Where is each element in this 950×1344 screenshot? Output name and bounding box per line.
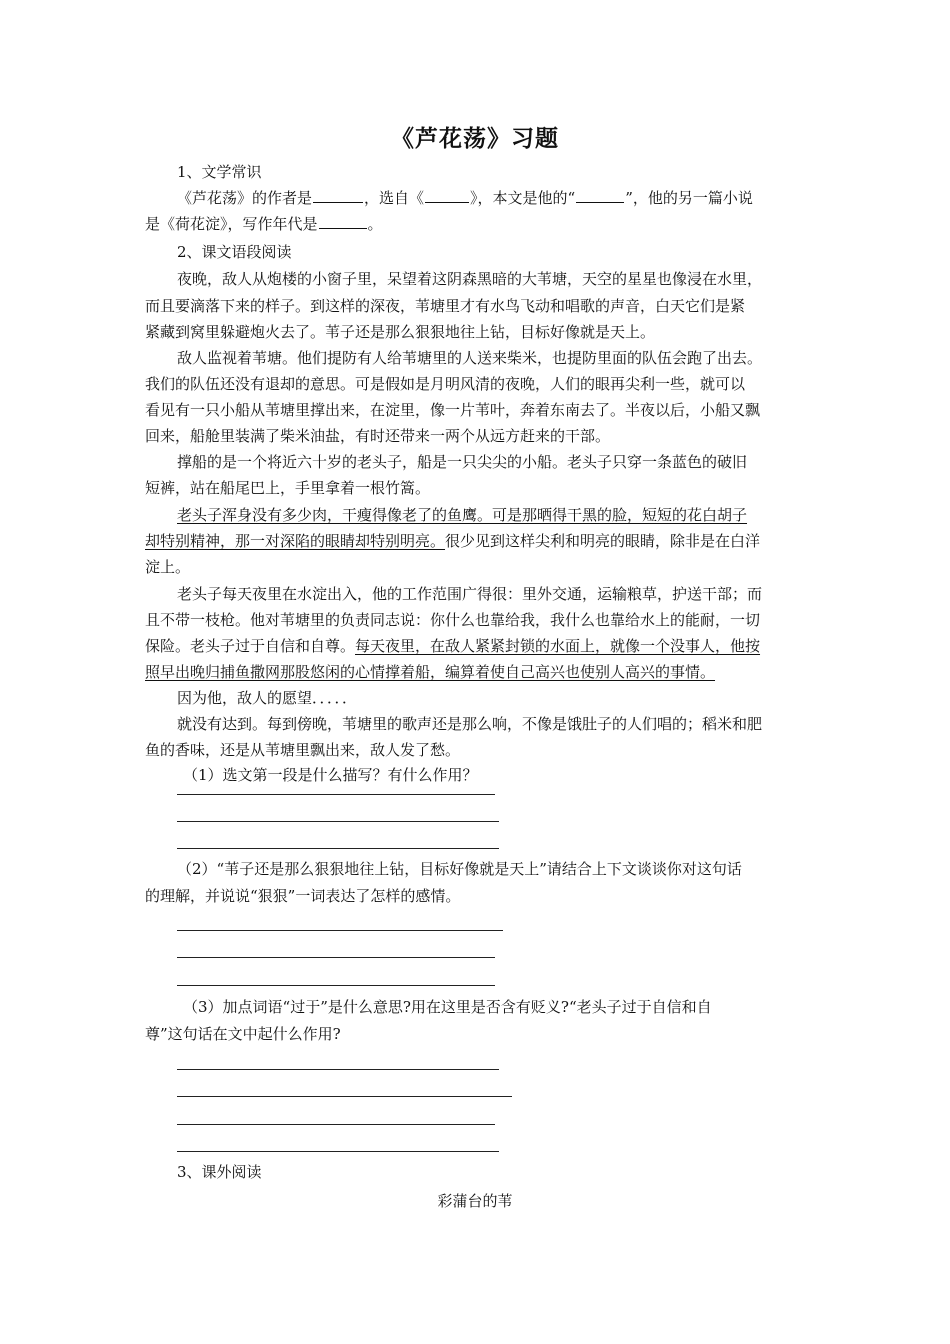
answer-line[interactable] [177, 930, 503, 931]
article-title: 彩蒲台的苇 [437, 1192, 513, 1210]
paragraph-line: 保险。老头子过于自信和自尊。每天夜里，在敌人紧紧封锁的水面上，就像一个没事人，他按 [145, 637, 761, 655]
answer-line[interactable] [177, 794, 495, 795]
underlined-sentence: 老头子浑身没有多少肉，干瘦得像老了的鱼鹰。可是那晒得干黑的脸，短短的花白胡子 [177, 506, 748, 524]
answer-blank[interactable] [313, 188, 363, 203]
section-1-line-1: 《芦花荡》的作者是 ，选自《 》，本文是他的“ ”，他的另一篇小说 [177, 189, 753, 207]
answer-line[interactable] [177, 1151, 499, 1152]
question-1: （1）选文第一段是什么描写？有什么作用？ [183, 766, 478, 784]
paragraph-line: 却特别精神，那一对深陷的眼睛却特别明亮。很少见到这样尖利和明亮的眼睛，除非是在白洋 [145, 532, 761, 550]
answer-line[interactable] [177, 985, 495, 986]
answer-line[interactable] [177, 1069, 499, 1070]
paragraph-line: 且不带一枝枪。他对苇塘里的负责同志说：你什么也靠给我，我什么也靠给水上的能耐，一切 [145, 611, 761, 629]
question-2-line-2: 的理解，并说说“狠狠”一词表达了怎样的感情。 [145, 887, 461, 905]
question-3-line-1: （3）加点词语“过于”是什么意思?用在这里是否含有贬义?“老头子过于自信和自 [183, 998, 712, 1016]
page-title: 《芦花荡》习题 [391, 125, 559, 152]
paragraph-line: 就没有达到。每到傍晚，苇塘里的歌声还是那么响，不像是饿肚子的人们唱的；稻米和肥 [177, 715, 763, 733]
answer-line[interactable] [177, 821, 499, 822]
paragraph-line: 紧藏到窝里躲避炮火去了。苇子还是那么狠狠地往上钻，目标好像就是天上。 [145, 323, 656, 341]
question-3-line-2: 尊”这句话在文中起什么作用? [145, 1025, 341, 1043]
answer-blank[interactable] [425, 188, 469, 203]
paragraph-line: 而且要滴落下来的样子。到这样的深夜，苇塘里才有水鸟飞动和唱歌的声音，白天它们是紧 [145, 297, 746, 315]
paragraph-line: 撑船的是一个将近六十岁的老头子，船是一只尖尖的小船。老头子只穿一条蓝色的破旧 [177, 453, 748, 471]
paragraph-line: 回来，船舱里装满了柴米油盐，有时还带来一两个从远方赶来的干部。 [145, 427, 611, 445]
paragraph-line: 夜晚，敌人从炮楼的小窗子里，呆望着这阴森黑暗的大苇塘，天空的星星也像浸在水里， [177, 270, 763, 288]
section-2-heading: 2、课文语段阅读 [177, 243, 292, 261]
paragraph-line: 看见有一只小船从苇塘里撑出来，在淀里，像一片苇叶，奔着东南去了。半夜以后，小船又飘 [145, 401, 761, 419]
paragraph-line: 我们的队伍还没有退却的意思。可是假如是月明风清的夜晚，人们的眼再尖利一些，就可以 [145, 375, 746, 393]
answer-line[interactable] [177, 1124, 495, 1125]
paragraph-line: 短裤，站在船尾巴上，手里拿着一根竹篙。 [145, 479, 431, 497]
underlined-sentence: 照早出晚归捕鱼撒网那股悠闲的心情撑着船，编算着使自己高兴也使别人高兴的事情。 [145, 663, 716, 681]
underlined-sentence: 每天夜里，在敌人紧紧封锁的水面上，就像一个没事人，他按 [355, 637, 761, 655]
section-1-line-2: 是《荷花淀》，写作年代是 。 [145, 215, 383, 233]
answer-line[interactable] [177, 957, 495, 958]
underlined-sentence: 却特别精神，那一对深陷的眼睛却特别明亮。 [145, 532, 446, 550]
answer-line[interactable] [177, 848, 499, 849]
section-3-heading: 3、课外阅读 [177, 1163, 262, 1181]
question-2-line-1: （2）“苇子还是那么狠狠地往上钻，目标好像就是天上”请结合上下文谈谈你对这句话 [177, 860, 742, 878]
section-1-heading: 1、文学常识 [177, 163, 262, 181]
paragraph-line: 鱼的香味，还是从苇塘里飘出来，敌人发了愁。 [145, 741, 461, 759]
answer-blank[interactable] [576, 188, 624, 203]
paragraph-line: 敌人监视着苇塘。他们提防有人给苇塘里的人送来柴米，也提防里面的队伍会跑了出去。 [177, 349, 763, 367]
paragraph-line: 老头子每天夜里在水淀出入，他的工作范围广得很：里外交通，运输粮草，护送干部；而 [177, 585, 763, 603]
paragraph-line: 淀上。 [145, 558, 191, 576]
paragraph-line: 因为他，敌人的愿望．．．．． [177, 689, 358, 707]
answer-blank[interactable] [319, 214, 367, 229]
answer-line[interactable] [177, 1096, 512, 1097]
